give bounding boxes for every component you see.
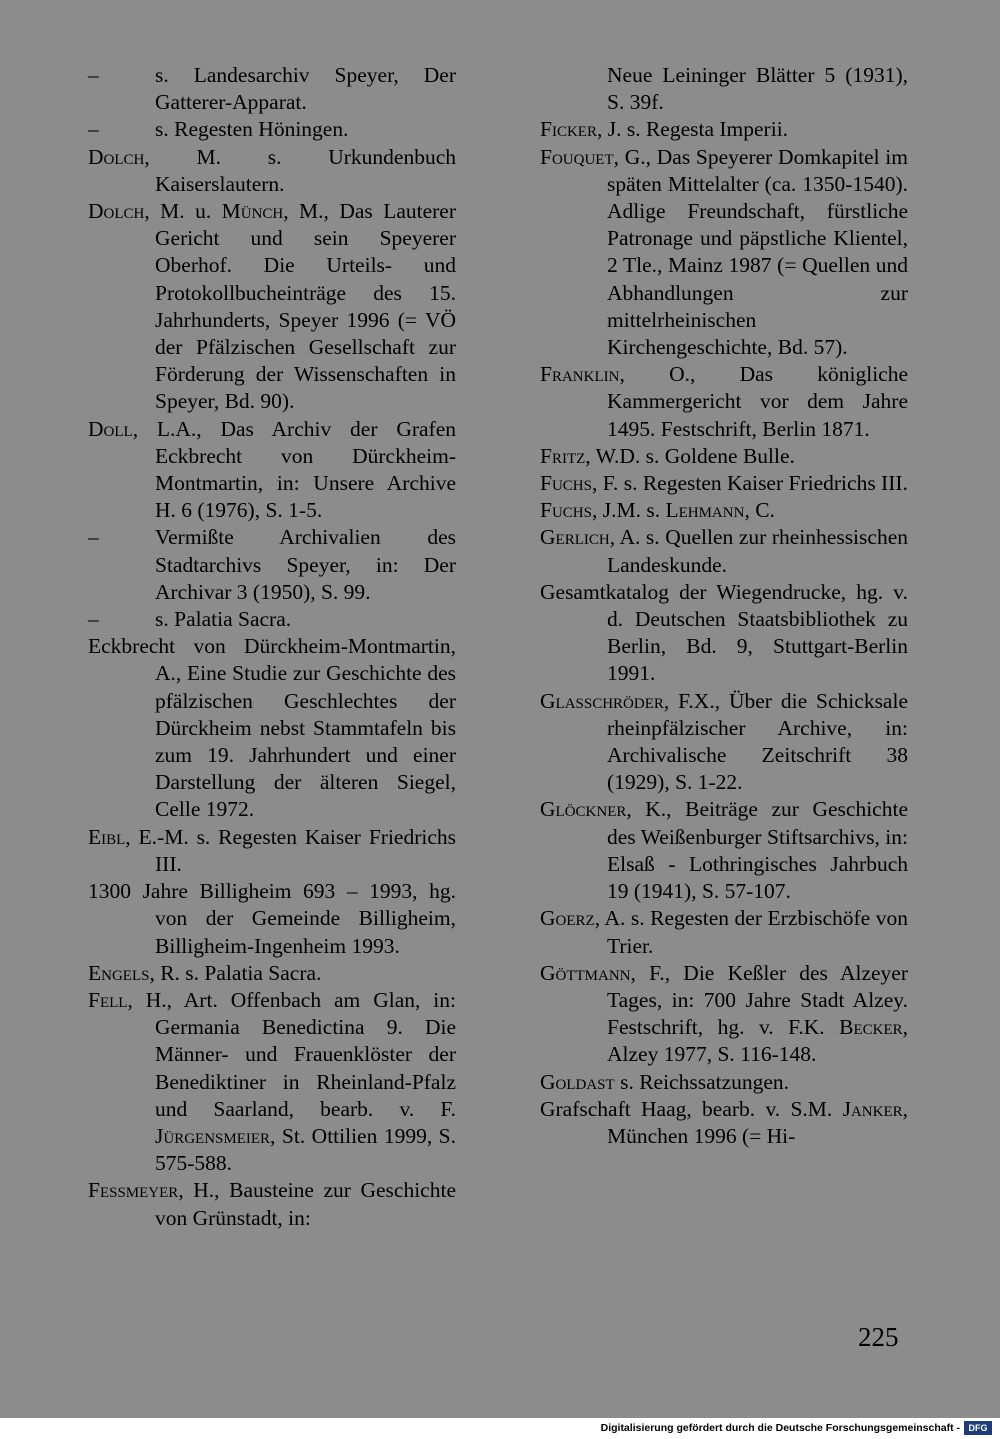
bibliography-entry (88, 633, 456, 823)
bibliography-entry (88, 606, 456, 633)
bibliography-entry (540, 579, 908, 688)
entry-text: , A. s. Quellen zur rheinhessischen Landeskunde. (607, 525, 908, 577)
author-name: Glöckner (540, 797, 627, 822)
dash-marker: – (88, 525, 99, 550)
author-name: Fell (88, 987, 128, 1012)
entry-text: Grafschaft Haag, bearb. v. S.M. (540, 1096, 843, 1121)
bibliography-entry (88, 987, 456, 1177)
bibliography-entry (540, 796, 908, 905)
entry-text: , München 1996 (= Hi- (607, 1096, 908, 1148)
author-name: Dolch (88, 199, 145, 224)
author-name: Fuchs (540, 471, 592, 496)
entry-text: s. Reichssatzungen. (614, 1069, 790, 1094)
entry-text: , M. s. Urkundenbuch Kaiserslautern. (144, 144, 456, 196)
entry-text: , J.M. s. (591, 498, 666, 523)
entry-text: , H., Art. Offenbach am Glan, in: Germania Benedictina 9. Die Männer- und Frauenklöster der Benediktiner in Rheinland-Pfalz und Saarland, bearb. v. F. (127, 987, 456, 1121)
bibliography-entry (540, 905, 908, 959)
entry-text: , M., Das Lauterer Gericht und sein Speyerer Oberhof. Die Urteils- und Protokollbucheinträge des 15. Jahrhunderts, Speyer 1996 (= VÖ der Pfälzischen Gesellschaft zur Förderung der Wissenschaften in Speyer, Bd. 90). (155, 199, 456, 414)
author-name: Fouquet (540, 144, 614, 169)
bibliography-entry (540, 960, 908, 1069)
bibliography-entry (540, 688, 908, 797)
author-name: Eibl (88, 824, 126, 849)
bibliography-entry (540, 361, 908, 443)
entry-text: , Alzey 1977, S. 116-148. (607, 1015, 908, 1067)
right-column (540, 62, 908, 1150)
author-name: Fuchs (540, 498, 592, 523)
author-name: Feßmeyer (88, 1178, 179, 1203)
author-name: Goerz (540, 906, 595, 931)
entry-text: s. Palatia Sacra. (155, 607, 292, 632)
entry-text: , M. u. (144, 199, 222, 224)
author-name: Fritz (540, 443, 586, 468)
entry-text: , A. s. Regesten der Erzbischöfe von Trier. (594, 906, 908, 958)
bibliography-entry (88, 960, 456, 987)
entry-text: , F. s. Regesten Kaiser Friedrichs III. (591, 471, 908, 496)
author-name: Goldast (540, 1069, 615, 1094)
entry-text: , H., Bausteine zur Geschichte von Grünstadt, in: (155, 1178, 456, 1230)
entry-text: s. Regesten Höningen. (155, 117, 349, 142)
author-name: Glasschröder (540, 688, 664, 713)
bibliography-entry (540, 497, 908, 524)
entry-text: , F.X., Über die Schicksale rheinpfälzischer Archive, in: Archivalische Zeitschrift 38 (1929), S. 1-22. (607, 688, 908, 795)
entry-text: , St. Ottilien 1999, S. 575-588. (155, 1123, 456, 1176)
entry-text: Vermißte Archivalien des Stadtarchivs Speyer, in: Der Archivar 3 (1950), S. 99. (155, 525, 456, 604)
author-name: Lehmann (665, 498, 745, 523)
entry-text: , C. (744, 498, 775, 523)
author-name: Becker (839, 1015, 903, 1040)
funding-notice: Digitalisierung gefördert durch die Deutsche Forschungsgemeinschaft - (600, 1422, 960, 1434)
bibliography-entry (88, 524, 456, 606)
bibliography-entry (88, 416, 456, 525)
author-name: Janker (842, 1096, 903, 1121)
dash-marker: – (88, 117, 99, 142)
bibliography-entry (88, 824, 456, 878)
bibliography-entry (540, 443, 908, 470)
bibliography-entry (88, 1177, 456, 1231)
bibliography-entry (540, 62, 908, 116)
entry-text: Neue Leininger Blätter 5 (1931), S. 39f. (607, 63, 908, 115)
author-name: Engels (88, 960, 150, 985)
author-name: Doll (88, 416, 133, 441)
author-name: Gerlich (540, 525, 610, 550)
page-number: 225 (858, 1322, 899, 1352)
author-name: Göttmann (540, 960, 631, 985)
author-name: Dolch (88, 144, 145, 169)
bibliography-entry (88, 62, 456, 116)
dash-marker: – (88, 607, 99, 632)
bibliography-entry (88, 144, 456, 198)
entry-text: , L.A., Das Archiv der Grafen Eckbrecht von Dürckheim-Montmartin, in: Unsere Archive H. 6 (1976), S. 1-5. (132, 416, 456, 523)
entry-text: , E.-M. s. Regesten Kaiser Friedrichs III. (125, 824, 456, 876)
entry-text: , W.D. s. Goldene Bulle. (585, 443, 795, 468)
bibliography-entry (540, 116, 908, 143)
entry-text: Eckbrecht von Dürckheim-Montmartin, A., Eine Studie zur Geschichte des pfälzischen Geschlechtes der Dürckheim nebst Stammtafeln bis zum 19. Jahrhundert und einer Darstellung der älteren Siegel, Celle 1972. (88, 634, 456, 822)
entry-text: , O., Das königliche Kammergericht vor dem Jahre 1495. Festschrift, Berlin 1871. (607, 362, 908, 441)
entry-text: , F., Die Keßler des Alzeyer Tages, in: 700 Jahre Stadt Alzey. Festschrift, hg. v. F.K. (607, 960, 908, 1040)
author-name: Jürgensmeier (155, 1123, 271, 1148)
author-name: Franklin (540, 362, 620, 387)
left-column (88, 62, 456, 1232)
bibliography-entry (88, 878, 456, 960)
footer-bar (0, 1418, 1000, 1439)
bibliography-entry (540, 1096, 908, 1150)
entry-text: s. Landesarchiv Speyer, Der Gatterer-Apparat. (155, 63, 456, 115)
bibliography-entry (540, 144, 908, 362)
bibliography-entry (540, 524, 908, 578)
bibliography-entry (88, 116, 456, 143)
dfg-logo-icon: DFG (964, 1421, 992, 1435)
entry-text: , K., Beiträge zur Geschichte des Weißenburger Stiftsarchivs, in: Elsaß - Lothringisches Jahrbuch 19 (1941), S. 57-107. (607, 797, 908, 904)
bibliography-entry (540, 1069, 908, 1096)
author-name: Ficker (540, 117, 597, 142)
bibliography-entry (88, 198, 456, 416)
author-name: Münch (221, 199, 284, 224)
entry-text: , R. s. Palatia Sacra. (149, 960, 322, 985)
entry-text: 1300 Jahre Billigheim 693 – 1993, hg. von der Gemeinde Billigheim, Billigheim-Ingenheim 1993. (88, 879, 456, 958)
entry-text: , G., Das Speyerer Domkapitel im späten Mittelalter (ca. 1350-1540). Adlige Freundschaft, fürstliche Patronage und päpstliche Klientel, 2 Tle., Mainz 1987 (= Quellen und Abhandlungen zur mittelrheinischen Kirchengeschichte, Bd. 57). (607, 144, 908, 360)
dash-marker: – (88, 63, 99, 87)
entry-text: Gesamtkatalog der Wiegendrucke, hg. v. d. Deutschen Staatsbibliothek zu Berlin, Bd. 9, Stuttgart-Berlin 1991. (540, 579, 908, 686)
entry-text: , J. s. Regesta Imperii. (596, 117, 789, 142)
bibliography-entry (540, 470, 908, 497)
